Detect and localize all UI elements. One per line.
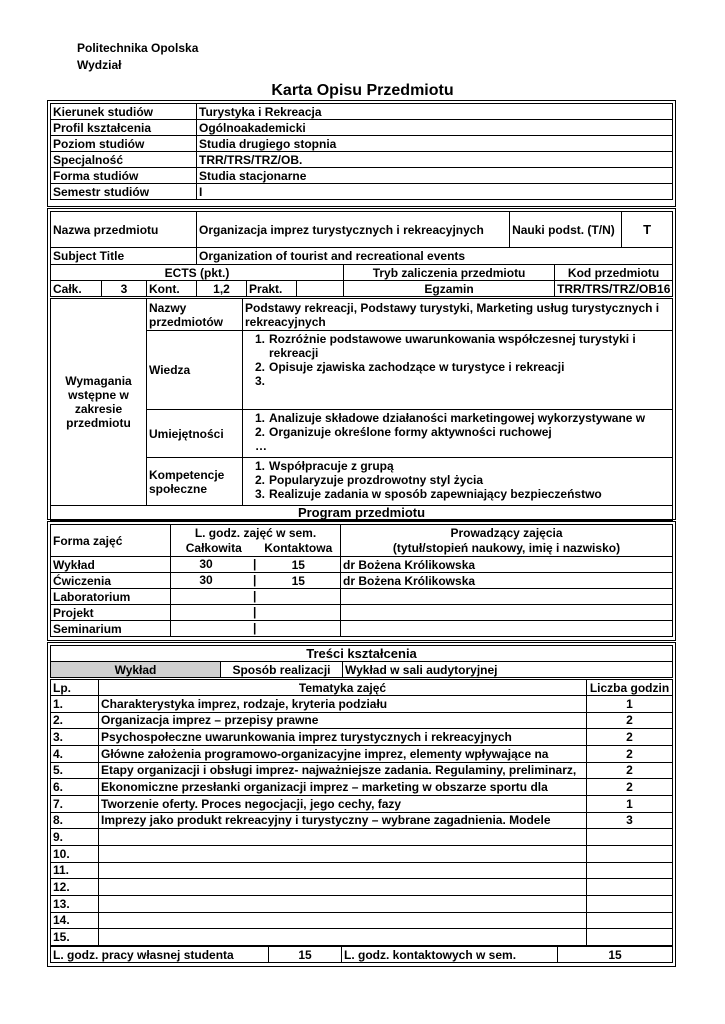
content-hours: 2 bbox=[587, 779, 673, 796]
program-form: Projekt bbox=[51, 605, 171, 621]
content-body bbox=[51, 696, 673, 946]
ects-contact-value: 1,2 bbox=[197, 281, 247, 297]
list-item bbox=[255, 411, 670, 425]
course-code-value: TRR/TRS/TRZ/OB16 bbox=[555, 281, 673, 297]
study-info-row bbox=[51, 136, 673, 152]
subject-frame bbox=[47, 208, 676, 520]
ects-practical-label: Prakt. bbox=[247, 281, 297, 297]
program-form: Wykład bbox=[51, 557, 171, 573]
prereq-social-label: Kompetencje społeczne bbox=[147, 458, 243, 506]
program-frame bbox=[47, 521, 676, 641]
faculty-name: Wydział bbox=[77, 58, 122, 72]
content-hours bbox=[587, 929, 673, 946]
content-lp: 3. bbox=[51, 729, 99, 746]
content-topic: Główne założenia programowo-organizacyjne imprez, elementy wpływające na bbox=[99, 745, 587, 762]
content-row bbox=[51, 845, 673, 862]
content-lp: 11. bbox=[51, 862, 99, 879]
content-hours: 3 bbox=[587, 812, 673, 829]
content-row bbox=[51, 729, 673, 746]
content-hours: 2 bbox=[587, 745, 673, 762]
content-lp: 4. bbox=[51, 745, 99, 762]
contact-hours-value: 15 bbox=[558, 947, 673, 963]
content-topic bbox=[99, 929, 587, 946]
program-total-cell bbox=[171, 605, 257, 621]
content-topic bbox=[99, 829, 587, 846]
list-item-text: Realizuje zadania w sposób zapewniający bezpieczeństwo bbox=[269, 487, 602, 501]
program-total-cell bbox=[171, 557, 257, 573]
content-lp: 12. bbox=[51, 879, 99, 896]
program-hours-header: L. godz. zajęć w sem. bbox=[171, 525, 341, 541]
study-info-row bbox=[51, 120, 673, 136]
assessment-mode-header: Tryb zaliczenia przedmiotu bbox=[344, 265, 555, 281]
content-lp: 1. bbox=[51, 696, 99, 713]
social-list bbox=[243, 458, 673, 506]
list-item-text: Opisuje zjawiska zachodzące w turystyce i rekreacji bbox=[269, 360, 565, 374]
program-form: Seminarium bbox=[51, 621, 171, 637]
program-row bbox=[51, 605, 673, 621]
program-row bbox=[51, 557, 673, 573]
content-lp: 14. bbox=[51, 912, 99, 929]
program-contact: 15 bbox=[257, 557, 341, 573]
program-body bbox=[51, 557, 673, 637]
content-hours: 1 bbox=[587, 795, 673, 812]
content-lp: 2. bbox=[51, 712, 99, 729]
page-title: Karta Opisu Przedmiotu bbox=[271, 82, 454, 99]
content-row bbox=[51, 812, 673, 829]
list-item-number: … bbox=[255, 439, 267, 453]
basic-sciences-label: Nauki podst. (T/N) bbox=[510, 212, 622, 248]
content-row bbox=[51, 745, 673, 762]
study-info-label: Forma studiów bbox=[51, 168, 197, 184]
content-frame bbox=[47, 642, 676, 967]
program-separator: | bbox=[253, 573, 257, 587]
content-lp: 9. bbox=[51, 829, 99, 846]
university-name: Politechnika Opolska bbox=[77, 41, 199, 55]
content-row bbox=[51, 779, 673, 796]
content-footer-table bbox=[50, 946, 673, 963]
content-row bbox=[51, 795, 673, 812]
prereq-skills-label: Umiejętności bbox=[147, 410, 243, 458]
list-item bbox=[255, 425, 670, 439]
list-item-text: Organizuje określone formy aktywności ruchowej bbox=[269, 425, 552, 439]
list-item-number: 2. bbox=[255, 473, 266, 487]
content-row bbox=[51, 862, 673, 879]
list-item bbox=[255, 459, 670, 473]
list-item-number: 1. bbox=[255, 411, 266, 425]
basic-sciences-value: T bbox=[622, 212, 673, 248]
list-item bbox=[255, 332, 670, 360]
course-code-header: Kod przedmiotu bbox=[555, 265, 673, 281]
prereq-table bbox=[50, 298, 673, 521]
content-hours bbox=[587, 895, 673, 912]
list-item-number: 1. bbox=[255, 332, 266, 346]
program-contact bbox=[257, 589, 341, 605]
program-contact bbox=[257, 621, 341, 637]
program-teacher: dr Bożena Królikowska bbox=[341, 573, 673, 589]
list-item bbox=[255, 473, 670, 487]
prereq-main-label: Wymagania wstępne w zakresie przedmiotu bbox=[51, 299, 147, 506]
list-item-text: Rozróżnie podstawowe uwarunkowania współczesnej turystyki i rekreacji bbox=[269, 332, 636, 360]
study-info-row bbox=[51, 168, 673, 184]
program-title: Program przedmiotu bbox=[51, 506, 673, 521]
study-info-value: Studia drugiego stopnia bbox=[197, 136, 673, 152]
list-item-text: Współpracuje z grupą bbox=[269, 459, 394, 473]
program-separator: | bbox=[253, 621, 257, 635]
content-hours bbox=[587, 862, 673, 879]
assessment-mode-value: Egzamin bbox=[344, 281, 555, 297]
content-lp: 8. bbox=[51, 812, 99, 829]
program-contact bbox=[257, 605, 341, 621]
topic-header: Tematyka zajęć bbox=[99, 680, 587, 696]
list-item bbox=[255, 439, 670, 453]
content-row bbox=[51, 895, 673, 912]
content-title: Treści kształcenia bbox=[51, 646, 673, 662]
study-info-label: Kierunek studiów bbox=[51, 104, 197, 120]
content-topic: Tworzenie oferty. Proces negocjacji, jego cechy, fazy bbox=[99, 795, 587, 812]
program-total-header: Całkowita bbox=[171, 541, 257, 557]
list-item-text: Popularyzuje prozdrowotny styl życia bbox=[269, 473, 484, 487]
content-row bbox=[51, 879, 673, 896]
content-hours bbox=[587, 879, 673, 896]
program-table bbox=[50, 524, 673, 637]
content-lp: 13. bbox=[51, 895, 99, 912]
program-teacher-header: Prowadzący zajęcia bbox=[341, 525, 673, 541]
content-row bbox=[51, 762, 673, 779]
program-total-cell bbox=[171, 589, 257, 605]
content-method-label: Sposób realizacji bbox=[221, 662, 343, 678]
list-item-number: 1. bbox=[255, 459, 266, 473]
study-info-row bbox=[51, 104, 673, 120]
subject-name-value: Organizacja imprez turystycznych i rekreacyjnych bbox=[197, 212, 510, 248]
study-info-label: Specjalność bbox=[51, 152, 197, 168]
content-hours: 2 bbox=[587, 712, 673, 729]
content-head-table bbox=[50, 645, 673, 678]
content-topic: Psychospołeczne uwarunkowania imprez turystycznych i rekreacyjnych bbox=[99, 729, 587, 746]
list-item-text: Analizuje składowe działaności marketingowej wykorzystywane w bbox=[269, 411, 646, 425]
own-work-label: L. godz. pracy własnej studenta bbox=[51, 947, 269, 963]
study-info-row bbox=[51, 152, 673, 168]
content-row bbox=[51, 696, 673, 713]
program-separator: | bbox=[253, 589, 257, 603]
list-item bbox=[255, 487, 670, 501]
program-row bbox=[51, 573, 673, 589]
content-hours: 1 bbox=[587, 696, 673, 713]
content-row bbox=[51, 829, 673, 846]
study-info-label: Profil kształcenia bbox=[51, 120, 197, 136]
program-row bbox=[51, 589, 673, 605]
program-teacher bbox=[341, 589, 673, 605]
content-lp: 10. bbox=[51, 845, 99, 862]
content-topic: Ekonomiczne przesłanki organizacji imprez – marketing w obszarze sportu dla bbox=[99, 779, 587, 796]
list-item bbox=[255, 374, 670, 388]
study-info-body bbox=[51, 104, 673, 200]
program-teacher: dr Bożena Królikowska bbox=[341, 557, 673, 573]
prereq-knowledge-label: Wiedza bbox=[147, 331, 243, 410]
list-item-number: 2. bbox=[255, 425, 266, 439]
content-lp: 6. bbox=[51, 779, 99, 796]
list-item-number: 2. bbox=[255, 360, 266, 374]
ects-total-value: 3 bbox=[102, 281, 147, 297]
content-topic bbox=[99, 845, 587, 862]
list-item-number: 3. bbox=[255, 487, 266, 501]
content-hours: 2 bbox=[587, 762, 673, 779]
study-info-label: Semestr studiów bbox=[51, 184, 197, 200]
ects-contact-label: Kont. bbox=[147, 281, 197, 297]
knowledge-list bbox=[243, 331, 673, 410]
study-info-value: Studia stacjonarne bbox=[197, 168, 673, 184]
program-separator: | bbox=[253, 557, 257, 571]
program-total: 30 bbox=[199, 557, 213, 571]
study-info-value: Ogólnoakademicki bbox=[197, 120, 673, 136]
study-info-row bbox=[51, 184, 673, 200]
content-hours bbox=[587, 912, 673, 929]
program-total: 30 bbox=[199, 573, 213, 587]
prereq-courses-value: Podstawy rekreacji, Podstawy turystyki, Marketing usług turystycznych i rekreacyjnych bbox=[243, 299, 673, 331]
study-info-value: TRR/TRS/TRZ/OB. bbox=[197, 152, 673, 168]
own-work-value: 15 bbox=[269, 947, 342, 963]
subject-title-value: Organization of tourist and recreational events bbox=[197, 248, 673, 265]
content-type: Wykład bbox=[51, 662, 221, 678]
program-contact-header: Kontaktowa bbox=[257, 541, 341, 557]
content-row bbox=[51, 929, 673, 946]
content-topic: Charakterystyka imprez, rodzaje, kryteria podziału bbox=[99, 696, 587, 713]
study-info-value: I bbox=[197, 184, 673, 200]
skills-list bbox=[243, 410, 673, 458]
ects-practical-value bbox=[297, 281, 344, 297]
subject-title-label: Subject Title bbox=[51, 248, 197, 265]
content-lp: 5. bbox=[51, 762, 99, 779]
content-topic bbox=[99, 862, 587, 879]
content-row bbox=[51, 912, 673, 929]
program-row bbox=[51, 621, 673, 637]
content-topic: Etapy organizacji i obsługi imprez- najważniejsze zadania. Regulaminy, preliminarz, bbox=[99, 762, 587, 779]
study-info-value: Turystyka i Rekreacja bbox=[197, 104, 673, 120]
program-teacher-subheader: (tytuł/stopień naukowy, imię i nazwisko) bbox=[341, 541, 673, 557]
lp-header: Lp. bbox=[51, 680, 99, 696]
content-topic bbox=[99, 912, 587, 929]
list-item-number: 3. bbox=[255, 374, 266, 388]
program-separator: | bbox=[253, 605, 257, 619]
content-hours: 2 bbox=[587, 729, 673, 746]
content-topic: Organizacja imprez – przepisy prawne bbox=[99, 712, 587, 729]
study-info-label: Poziom studiów bbox=[51, 136, 197, 152]
study-info-table bbox=[50, 103, 673, 200]
subject-table bbox=[50, 211, 673, 297]
hours-header: Liczba godzin bbox=[587, 680, 673, 696]
study-info-frame bbox=[47, 100, 676, 207]
content-topic bbox=[99, 879, 587, 896]
ects-header: ECTS (pkt.) bbox=[51, 265, 344, 281]
content-method-value: Wykład w sali audytoryjnej bbox=[343, 662, 673, 678]
subject-name-label: Nazwa przedmiotu bbox=[51, 212, 197, 248]
program-teacher bbox=[341, 621, 673, 637]
ects-total-label: Całk. bbox=[51, 281, 102, 297]
content-topic: Imprezy jako produkt rekreacyjny i turystyczny – wybrane zagadnienia. Modele bbox=[99, 812, 587, 829]
list-item bbox=[255, 360, 670, 374]
contact-hours-label: L. godz. kontaktowych w sem. bbox=[342, 947, 558, 963]
content-table bbox=[50, 679, 673, 946]
content-lp: 15. bbox=[51, 929, 99, 946]
content-topic bbox=[99, 895, 587, 912]
program-form: Laboratorium bbox=[51, 589, 171, 605]
prereq-courses-label: Nazwy przedmiotów bbox=[147, 299, 243, 331]
program-total-cell bbox=[171, 573, 257, 589]
content-hours bbox=[587, 829, 673, 846]
program-teacher bbox=[341, 605, 673, 621]
content-lp: 7. bbox=[51, 795, 99, 812]
program-total-cell bbox=[171, 621, 257, 637]
content-hours bbox=[587, 845, 673, 862]
program-contact: 15 bbox=[257, 573, 341, 589]
content-row bbox=[51, 712, 673, 729]
program-form: Ćwiczenia bbox=[51, 573, 171, 589]
program-form-header: Forma zajęć bbox=[51, 525, 171, 557]
